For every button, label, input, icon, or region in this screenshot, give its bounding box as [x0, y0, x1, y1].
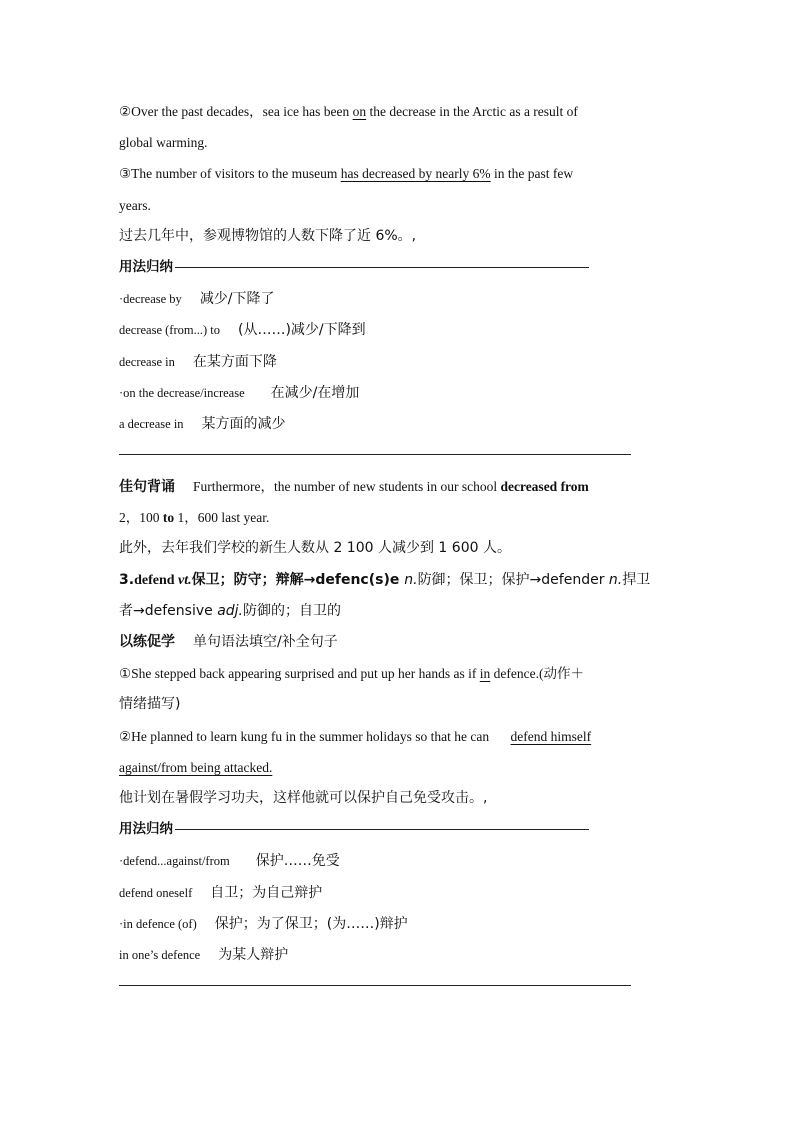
usage-heading: 用法归纳: [119, 814, 674, 845]
answer-blank: in: [479, 666, 491, 682]
example-2-text: ②Over the past decades，sea ice has been on the decrease in the Arctic as a result of: [119, 104, 578, 119]
recite-line-1: 佳句背诵 Furthermore，the number of new students in our school decreased from: [119, 479, 589, 496]
practice-2-translation: 他计划在暑假学习功夫，这样他就可以保护自己免受攻击。,: [119, 789, 488, 806]
example-2-line-1: [119, 96, 674, 127]
practice-1-line-1: ①She stepped back appearing surprised and put up her hands as if in defence.(动作＋: [119, 666, 584, 682]
usage-item: in one’s defence 为某人辩护: [119, 946, 289, 963]
recite-label: 佳句背诵: [119, 479, 175, 496]
word-entry-title-1: 3.defend vt.保卫；防守；辩解→defenc(s)e n.防御；保卫；保护→defender n.捍卫: [119, 571, 651, 588]
answer-blank: on: [352, 104, 367, 119]
heading-rule: [175, 829, 589, 830]
answer-blank: defend himself: [510, 728, 592, 744]
usage-item: a decrease in 某方面的减少: [119, 415, 286, 432]
practice-1-line-2: 情绪描写): [119, 696, 181, 713]
usage-item: ·in defence (of) 保护；为了保卫；(为……)辩护: [119, 915, 408, 932]
usage-item: defend oneself 自卫；为自己辩护: [119, 884, 323, 901]
example-2-line-2: global warming.: [119, 135, 208, 151]
usage-heading: 用法归纳: [119, 252, 674, 283]
answer-blank: against/from being attacked.: [119, 759, 273, 775]
example-3-line-1: ③The number of visitors to the museum has decreased by nearly 6% in the past few: [119, 166, 574, 182]
recite-translation: 此外，去年我们学校的新生人数从 2 100 人减少到 1 600 人。: [119, 540, 511, 557]
example-3-line-2: years.: [119, 197, 151, 213]
usage-item: decrease (from...) to (从……)减少/下降到: [119, 322, 366, 339]
usage-item: ·decrease by 减少/下降了: [119, 291, 275, 308]
usage-item: ·on the decrease/increase 在减少/在增加: [119, 384, 360, 401]
practice-2-line-2: [119, 752, 674, 783]
word-entry-title-2: 者→defensive adj.防御的；自卫的: [119, 602, 341, 619]
heading-rule: [175, 267, 589, 268]
recite-line-2: 2，100 to 1，600 last year.: [119, 510, 270, 526]
practice-2-line-1: ②He planned to learn kung fu in the summer holidays so that he can defend himself: [119, 728, 592, 744]
practice-heading: 以练促学 单句语法填空/补全句子: [119, 634, 338, 650]
document-page: [119, 96, 674, 1002]
section-divider: [119, 454, 631, 455]
example-3-translation: 过去几年中，参观博物馆的人数下降了近 6%。,: [119, 227, 417, 244]
usage-item: ·defend...against/from 保护……免受: [119, 853, 340, 870]
section-divider: [119, 985, 631, 986]
answer-blank: has decreased by nearly 6%: [340, 166, 491, 182]
usage-item: decrease in 在某方面下降: [119, 353, 277, 370]
